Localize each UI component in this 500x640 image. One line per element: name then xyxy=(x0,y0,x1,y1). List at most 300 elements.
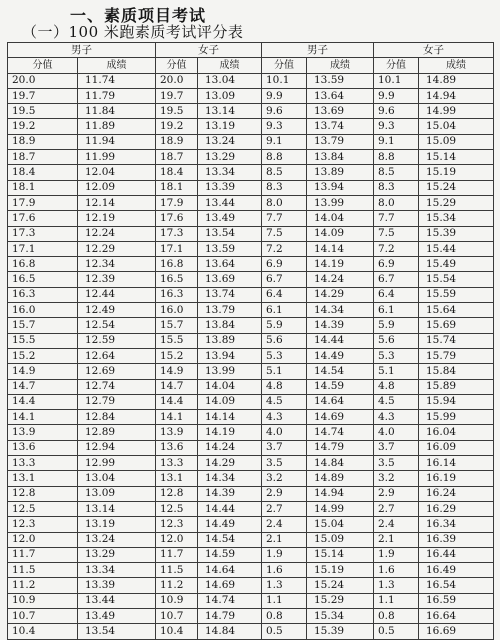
time-cell: 16.29 xyxy=(419,501,494,516)
time-cell: 15.09 xyxy=(419,134,494,149)
time-cell: 13.24 xyxy=(78,532,156,547)
table-row xyxy=(8,318,494,333)
score-cell: 7.7 xyxy=(374,211,419,226)
time-cell: 12.59 xyxy=(78,333,156,348)
score-cell: 18.7 xyxy=(8,150,78,165)
score-cell: 6.7 xyxy=(262,272,307,287)
table-row xyxy=(8,119,494,134)
score-cell: 3.5 xyxy=(374,456,419,471)
score-cell: 7.2 xyxy=(374,241,419,256)
score-cell: 12.0 xyxy=(8,532,78,547)
time-cell: 13.49 xyxy=(198,211,262,226)
score-cell: 15.5 xyxy=(8,333,78,348)
time-cell: 16.34 xyxy=(419,517,494,532)
time-cell: 15.44 xyxy=(419,241,494,256)
table-row xyxy=(8,134,494,149)
score-cell: 9.3 xyxy=(262,119,307,134)
time-cell: 14.34 xyxy=(307,303,374,318)
score-cell: 8.0 xyxy=(374,195,419,210)
score-cell: 2.9 xyxy=(374,486,419,501)
score-cell: 3.7 xyxy=(262,440,307,455)
time-cell: 13.34 xyxy=(198,165,262,180)
score-cell: 14.1 xyxy=(8,410,78,425)
time-cell: 12.24 xyxy=(78,226,156,241)
table-row xyxy=(8,165,494,180)
score-cell: 4.0 xyxy=(374,425,419,440)
score-cell: 9.3 xyxy=(374,119,419,134)
group-header-male: 男子 xyxy=(262,43,374,58)
time-cell: 12.74 xyxy=(78,379,156,394)
score-cell: 13.1 xyxy=(8,471,78,486)
time-cell: 15.04 xyxy=(307,517,374,532)
score-cell: 3.2 xyxy=(262,471,307,486)
table-row xyxy=(8,348,494,363)
score-cell: 16.0 xyxy=(8,303,78,318)
score-cell: 6.9 xyxy=(374,257,419,272)
score-cell: 16.5 xyxy=(156,272,198,287)
time-cell: 14.99 xyxy=(307,501,374,516)
score-cell: 1.3 xyxy=(374,578,419,593)
time-cell: 13.19 xyxy=(78,517,156,532)
score-cell: 16.5 xyxy=(8,272,78,287)
time-cell: 14.84 xyxy=(307,456,374,471)
score-cell: 5.6 xyxy=(262,333,307,348)
time-cell: 13.94 xyxy=(198,348,262,363)
time-cell: 13.44 xyxy=(78,593,156,608)
time-cell: 12.44 xyxy=(78,287,156,302)
time-cell: 15.19 xyxy=(307,563,374,578)
score-cell: 12.8 xyxy=(156,486,198,501)
time-cell: 14.09 xyxy=(307,226,374,241)
time-cell: 14.39 xyxy=(307,318,374,333)
score-cell: 0.8 xyxy=(374,608,419,623)
score-cell: 1.6 xyxy=(262,563,307,578)
time-cell: 14.39 xyxy=(198,486,262,501)
table-row xyxy=(8,180,494,195)
time-cell: 14.84 xyxy=(198,624,262,639)
score-cell: 8.0 xyxy=(262,195,307,210)
column-header-row xyxy=(8,58,494,73)
table-row xyxy=(8,104,494,119)
score-cell: 8.3 xyxy=(374,180,419,195)
time-cell: 13.99 xyxy=(198,364,262,379)
time-cell: 12.94 xyxy=(78,440,156,455)
score-cell: 1.1 xyxy=(374,593,419,608)
time-cell: 15.94 xyxy=(419,394,494,409)
time-cell: 16.24 xyxy=(419,486,494,501)
time-cell: 14.24 xyxy=(307,272,374,287)
table-row xyxy=(8,486,494,501)
time-cell: 14.59 xyxy=(198,547,262,562)
time-cell: 13.14 xyxy=(198,104,262,119)
score-cell: 4.0 xyxy=(262,425,307,440)
time-cell: 13.79 xyxy=(198,303,262,318)
time-cell: 13.14 xyxy=(78,501,156,516)
time-cell: 16.69 xyxy=(419,624,494,639)
table-row xyxy=(8,226,494,241)
score-cell: 10.1 xyxy=(374,73,419,88)
column-header-score: 分值 xyxy=(8,58,78,73)
time-cell: 16.64 xyxy=(419,608,494,623)
section-heading: 一、素质项目考试 xyxy=(70,6,207,25)
table-row xyxy=(8,241,494,256)
column-header-time: 成绩 xyxy=(419,58,494,73)
time-cell: 13.74 xyxy=(198,287,262,302)
score-cell: 14.7 xyxy=(8,379,78,394)
time-cell: 14.49 xyxy=(198,517,262,532)
score-cell: 13.3 xyxy=(156,456,198,471)
time-cell: 14.64 xyxy=(307,394,374,409)
time-cell: 13.04 xyxy=(198,73,262,88)
column-header-score: 分值 xyxy=(374,58,419,73)
table-row xyxy=(8,364,494,379)
time-cell: 15.64 xyxy=(419,303,494,318)
score-cell: 9.9 xyxy=(262,88,307,103)
score-cell: 9.1 xyxy=(374,134,419,149)
time-cell: 15.54 xyxy=(419,272,494,287)
time-cell: 15.29 xyxy=(419,195,494,210)
group-header-female: 女子 xyxy=(156,43,262,58)
time-cell: 14.44 xyxy=(307,333,374,348)
score-cell: 1.9 xyxy=(262,547,307,562)
time-cell: 16.19 xyxy=(419,471,494,486)
time-cell: 15.24 xyxy=(307,578,374,593)
table-row xyxy=(8,195,494,210)
score-cell: 11.7 xyxy=(156,547,198,562)
score-cell: 10.7 xyxy=(8,608,78,623)
score-cell: 11.2 xyxy=(8,578,78,593)
score-cell: 12.5 xyxy=(156,501,198,516)
time-cell: 12.14 xyxy=(78,195,156,210)
score-cell: 14.4 xyxy=(156,394,198,409)
column-header-time: 成绩 xyxy=(307,58,374,73)
table-row xyxy=(8,88,494,103)
score-cell: 17.1 xyxy=(156,241,198,256)
time-cell: 13.74 xyxy=(307,119,374,134)
time-cell: 14.64 xyxy=(198,563,262,578)
time-cell: 16.54 xyxy=(419,578,494,593)
score-cell: 6.1 xyxy=(262,303,307,318)
score-cell: 17.9 xyxy=(156,195,198,210)
time-cell: 13.29 xyxy=(198,150,262,165)
score-cell: 10.9 xyxy=(8,593,78,608)
score-cell: 17.3 xyxy=(156,226,198,241)
score-cell: 5.3 xyxy=(374,348,419,363)
time-cell: 12.09 xyxy=(78,180,156,195)
score-cell: 4.3 xyxy=(374,410,419,425)
score-cell: 13.9 xyxy=(156,425,198,440)
time-cell: 13.59 xyxy=(198,241,262,256)
score-cell: 1.6 xyxy=(374,563,419,578)
score-cell: 6.9 xyxy=(262,257,307,272)
table-row xyxy=(8,578,494,593)
time-cell: 13.94 xyxy=(307,180,374,195)
score-cell: 12.0 xyxy=(156,532,198,547)
score-cell: 0.5 xyxy=(262,624,307,639)
score-cell: 5.1 xyxy=(262,364,307,379)
score-cell: 16.3 xyxy=(156,287,198,302)
time-cell: 14.69 xyxy=(307,410,374,425)
time-cell: 13.09 xyxy=(198,88,262,103)
time-cell: 13.49 xyxy=(78,608,156,623)
column-header-time: 成绩 xyxy=(198,58,262,73)
time-cell: 14.29 xyxy=(307,287,374,302)
score-cell: 4.5 xyxy=(262,394,307,409)
table-body xyxy=(8,73,494,639)
time-cell: 13.69 xyxy=(198,272,262,287)
time-cell: 12.69 xyxy=(78,364,156,379)
score-cell: 8.3 xyxy=(262,180,307,195)
time-cell: 15.34 xyxy=(419,211,494,226)
time-cell: 11.99 xyxy=(78,150,156,165)
time-cell: 14.14 xyxy=(307,241,374,256)
time-cell: 15.59 xyxy=(419,287,494,302)
table-row xyxy=(8,440,494,455)
time-cell: 14.29 xyxy=(198,456,262,471)
time-cell: 16.04 xyxy=(419,425,494,440)
table-row xyxy=(8,303,494,318)
table-row xyxy=(8,624,494,639)
table-row xyxy=(8,394,494,409)
table-row xyxy=(8,456,494,471)
score-cell: 6.1 xyxy=(374,303,419,318)
time-cell: 13.84 xyxy=(198,318,262,333)
score-cell: 15.2 xyxy=(156,348,198,363)
table-row xyxy=(8,287,494,302)
time-cell: 14.74 xyxy=(198,593,262,608)
score-cell: 11.7 xyxy=(8,547,78,562)
time-cell: 13.99 xyxy=(307,195,374,210)
table-row xyxy=(8,608,494,623)
time-cell: 13.24 xyxy=(198,134,262,149)
score-cell: 0.8 xyxy=(262,608,307,623)
group-header-row xyxy=(8,43,494,58)
score-cell: 5.1 xyxy=(374,364,419,379)
score-cell: 7.2 xyxy=(262,241,307,256)
score-cell: 6.7 xyxy=(374,272,419,287)
time-cell: 14.54 xyxy=(198,532,262,547)
column-header-score: 分值 xyxy=(262,58,307,73)
score-cell: 10.7 xyxy=(156,608,198,623)
score-cell: 14.7 xyxy=(156,379,198,394)
score-cell: 7.5 xyxy=(374,226,419,241)
score-cell: 18.4 xyxy=(8,165,78,180)
score-cell: 13.6 xyxy=(156,440,198,455)
time-cell: 12.49 xyxy=(78,303,156,318)
time-cell: 15.24 xyxy=(419,180,494,195)
time-cell: 13.89 xyxy=(307,165,374,180)
score-cell: 1.9 xyxy=(374,547,419,562)
time-cell: 15.69 xyxy=(419,318,494,333)
score-cell: 2.4 xyxy=(262,517,307,532)
score-cell: 4.8 xyxy=(262,379,307,394)
table-title: （一）100 米跑素质考试评分表 xyxy=(22,23,244,41)
score-cell: 17.6 xyxy=(8,211,78,226)
time-cell: 14.79 xyxy=(198,608,262,623)
score-cell: 10.9 xyxy=(156,593,198,608)
score-cell: 18.4 xyxy=(156,165,198,180)
score-cell: 4.3 xyxy=(262,410,307,425)
table-row xyxy=(8,547,494,562)
table-row xyxy=(8,563,494,578)
time-cell: 15.14 xyxy=(419,150,494,165)
score-cell: 16.8 xyxy=(156,257,198,272)
score-cell: 11.2 xyxy=(156,578,198,593)
time-cell: 14.49 xyxy=(307,348,374,363)
column-header-score: 分值 xyxy=(156,58,198,73)
score-cell: 15.2 xyxy=(8,348,78,363)
score-cell: 12.5 xyxy=(8,501,78,516)
time-cell: 14.54 xyxy=(307,364,374,379)
time-cell: 14.24 xyxy=(198,440,262,455)
score-cell: 17.1 xyxy=(8,241,78,256)
score-cell: 10.4 xyxy=(8,624,78,639)
time-cell: 13.59 xyxy=(307,73,374,88)
time-cell: 14.89 xyxy=(419,73,494,88)
time-cell: 13.19 xyxy=(198,119,262,134)
time-cell: 13.54 xyxy=(198,226,262,241)
time-cell: 15.04 xyxy=(419,119,494,134)
time-cell: 16.44 xyxy=(419,547,494,562)
score-cell: 7.7 xyxy=(262,211,307,226)
time-cell: 13.69 xyxy=(307,104,374,119)
score-cell: 14.1 xyxy=(156,410,198,425)
score-cell: 19.5 xyxy=(156,104,198,119)
score-cell: 18.1 xyxy=(156,180,198,195)
table-row xyxy=(8,333,494,348)
score-cell: 9.1 xyxy=(262,134,307,149)
time-cell: 12.04 xyxy=(78,165,156,180)
time-cell: 14.04 xyxy=(307,211,374,226)
time-cell: 13.64 xyxy=(307,88,374,103)
time-cell: 13.09 xyxy=(78,486,156,501)
score-cell: 2.1 xyxy=(374,532,419,547)
score-cell: 5.3 xyxy=(262,348,307,363)
score-cell: 18.7 xyxy=(156,150,198,165)
score-cell: 8.5 xyxy=(262,165,307,180)
score-cell: 15.7 xyxy=(8,318,78,333)
score-cell: 14.9 xyxy=(8,364,78,379)
table-row xyxy=(8,211,494,226)
table-row xyxy=(8,593,494,608)
score-cell: 8.5 xyxy=(374,165,419,180)
score-cell: 18.9 xyxy=(8,134,78,149)
score-cell: 11.5 xyxy=(8,563,78,578)
time-cell: 13.39 xyxy=(78,578,156,593)
time-cell: 16.39 xyxy=(419,532,494,547)
time-cell: 15.74 xyxy=(419,333,494,348)
time-cell: 16.49 xyxy=(419,563,494,578)
time-cell: 16.14 xyxy=(419,456,494,471)
score-cell: 3.5 xyxy=(262,456,307,471)
time-cell: 13.04 xyxy=(78,471,156,486)
score-cell: 20.0 xyxy=(156,73,198,88)
score-cell: 2.7 xyxy=(262,501,307,516)
time-cell: 14.44 xyxy=(198,501,262,516)
time-cell: 11.74 xyxy=(78,73,156,88)
time-cell: 15.39 xyxy=(307,624,374,639)
time-cell: 14.99 xyxy=(419,104,494,119)
score-cell: 12.3 xyxy=(156,517,198,532)
score-cell: 2.4 xyxy=(374,517,419,532)
time-cell: 15.49 xyxy=(419,257,494,272)
time-cell: 15.29 xyxy=(307,593,374,608)
time-cell: 13.29 xyxy=(78,547,156,562)
time-cell: 14.94 xyxy=(307,486,374,501)
score-cell: 5.9 xyxy=(374,318,419,333)
column-header-time: 成绩 xyxy=(78,58,156,73)
score-cell: 2.9 xyxy=(262,486,307,501)
time-cell: 13.39 xyxy=(198,180,262,195)
time-cell: 14.09 xyxy=(198,394,262,409)
time-cell: 12.39 xyxy=(78,272,156,287)
time-cell: 15.09 xyxy=(307,532,374,547)
score-cell: 12.8 xyxy=(8,486,78,501)
score-cell: 20.0 xyxy=(8,73,78,88)
score-cell: 3.7 xyxy=(374,440,419,455)
score-cell: 13.1 xyxy=(156,471,198,486)
score-cell: 19.7 xyxy=(156,88,198,103)
time-cell: 14.69 xyxy=(198,578,262,593)
score-cell: 19.7 xyxy=(8,88,78,103)
time-cell: 12.89 xyxy=(78,425,156,440)
score-cell: 13.9 xyxy=(8,425,78,440)
score-cell: 6.4 xyxy=(374,287,419,302)
score-cell: 2.1 xyxy=(262,532,307,547)
group-header-male: 男子 xyxy=(8,43,156,58)
time-cell: 15.39 xyxy=(419,226,494,241)
score-cell: 9.6 xyxy=(262,104,307,119)
time-cell: 13.89 xyxy=(198,333,262,348)
time-cell: 12.99 xyxy=(78,456,156,471)
table-row xyxy=(8,425,494,440)
score-cell: 15.7 xyxy=(156,318,198,333)
time-cell: 16.09 xyxy=(419,440,494,455)
time-cell: 11.89 xyxy=(78,119,156,134)
score-cell: 17.6 xyxy=(156,211,198,226)
score-cell: 16.3 xyxy=(8,287,78,302)
time-cell: 12.54 xyxy=(78,318,156,333)
score-cell: 0.5 xyxy=(374,624,419,639)
score-cell: 9.9 xyxy=(374,88,419,103)
table-row xyxy=(8,257,494,272)
score-cell: 19.2 xyxy=(156,119,198,134)
score-cell: 4.5 xyxy=(374,394,419,409)
score-cell: 1.1 xyxy=(262,593,307,608)
time-cell: 14.59 xyxy=(307,379,374,394)
time-cell: 14.14 xyxy=(198,410,262,425)
score-cell: 8.8 xyxy=(262,150,307,165)
score-cell: 1.3 xyxy=(262,578,307,593)
score-cell: 5.9 xyxy=(262,318,307,333)
score-cell: 2.7 xyxy=(374,501,419,516)
score-cell: 10.1 xyxy=(262,73,307,88)
time-cell: 13.84 xyxy=(307,150,374,165)
time-cell: 14.04 xyxy=(198,379,262,394)
score-cell: 3.2 xyxy=(374,471,419,486)
time-cell: 13.34 xyxy=(78,563,156,578)
time-cell: 14.79 xyxy=(307,440,374,455)
table-row xyxy=(8,532,494,547)
table-row xyxy=(8,410,494,425)
table-row xyxy=(8,73,494,88)
score-cell: 16.8 xyxy=(8,257,78,272)
time-cell: 12.19 xyxy=(78,211,156,226)
time-cell: 15.79 xyxy=(419,348,494,363)
group-header-female: 女子 xyxy=(374,43,494,58)
table-row xyxy=(8,150,494,165)
score-cell: 8.8 xyxy=(374,150,419,165)
